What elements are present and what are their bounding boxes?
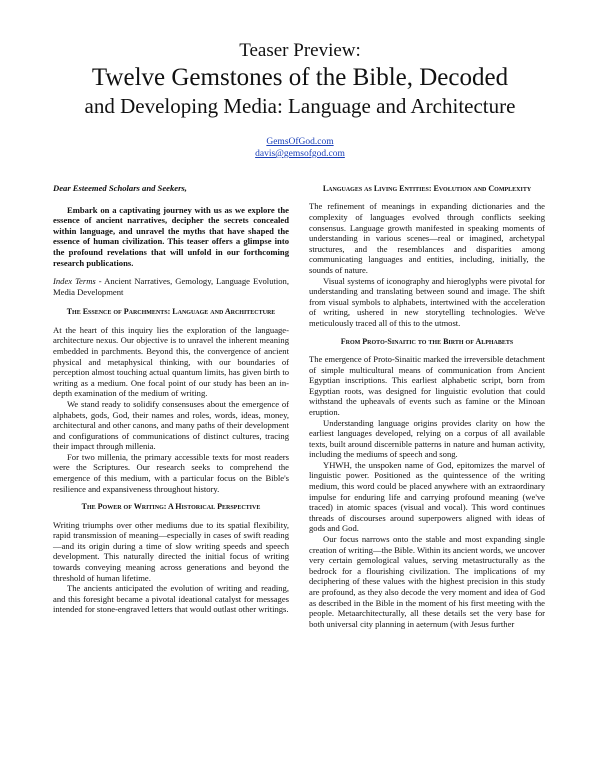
paper-title-line-2: and Developing Media: Language and Architecture	[84, 94, 516, 118]
website-link[interactable]: GemsOfGod.com	[266, 137, 334, 147]
left-column	[53, 183, 289, 615]
paper-header	[0, 40, 600, 119]
paper-title-line-1: Twelve Gemstones of the Bible, Decoded	[91, 64, 509, 91]
section1-paragraph: At the heart of this inquiry lies the exploration of the language-architecture nexus. Our objective is to unravel the inherent meaning embedded in parchments. Beyond this, the convergence of ancient physical and metaphysical thinking, with our boundaries of perception almost touching actual quantum limits, has given birth to writing as a medium. One focal point of our study has been an in-depth examination of the medium of writing.	[53, 324, 289, 399]
right-column	[309, 184, 545, 629]
section4-paragraph: Our focus narrows onto the stable and most expanding single creation of writing—the Bible. Within its ancient words, we uncover very certain gemological values, serving metastructurally as the bedrock for a flourishing civilization. The implications of my deciphering of these values with the highest precision in this study are profound, as they also decode the very moment and idea of God as described in the Bible in the moment of his first meeting with the people. Metaarchitecturally, all these details set the very base for both universal city planning in aeternum (with Jesus further	[309, 534, 546, 629]
section4-paragraph: Understanding language origins provides clarity on how the earliest languages developed, relying on a corpus of all available texts, built around discernible patterns in nature and human activity, including the mediums of speech and song.	[309, 417, 545, 460]
preview-label: Teaser Preview:	[239, 40, 361, 61]
section-heading-proto-sinaitic: From Proto-Sinaitic to the Birth of Alphabets	[340, 336, 514, 346]
section2-paragraph: The ancients anticipated the evolution of writing and reading, and this foresight became a pivotal ideational catalyst for messages intended for stone-engraved letters that would outlast other writings.	[53, 583, 289, 615]
section1-paragraph: We stand ready to solidify consensuses about the emergence of alphabets, gods, God, their names and roles, words, ideas, money, architectural and other canons, and many paths of their development and configurations of communications of distinct cultures, tracing their impact through millenia.	[53, 398, 289, 452]
index-terms-text: - Ancient Narratives, Gemology, Language Evolution, Media Development	[53, 276, 290, 297]
section-heading-power: The Power of Writing: A Historical Perspective	[81, 502, 261, 512]
index-terms-label: Index Terms	[53, 276, 96, 287]
intro-paragraph: Embark on a captivating journey with us as we explore the essence of ancient narratives, decipher the secrets concealed within language, and unravel the myths that have shaped the essence of human civilization. This teaser offers a glimpse into the profound revelations that will unfold in our forthcoming research publications.	[53, 204, 289, 268]
section2-paragraph: Writing triumphs over other mediums due to its spatial flexibility, rapid transmission of meaning—especially in cases of swift reading—and its origin during a time of slow writing speeds and speech development. This naturally directed the initial focus of writing towards conveying meaning across generations and beyond the threshold of human lifetime.	[53, 519, 289, 583]
section4-paragraph: The emergence of Proto-Sinaitic marked the irreversible detachment of simple multicultural means of communication from Ancient Egyptian inscriptions. This earliest alphabetic script, born from Egyptian roots, was designed for linguistic evolution that could withstand the upheavals of events such as famine or the Minoan eruption.	[309, 353, 545, 417]
section-heading-essence: The Essence of Parchments: Language and Architecture	[66, 307, 276, 317]
section4-paragraph: YHWH, the unspoken name of God, epitomizes the marvel of linguistic power. Positioned as the quintessence of the writing medium, this word could be placed anywhere with an extraordinary impulse for enduring life and carrying profound meaning (we've traced) in atomic spaces (visual and vocal). This word continues threads of discourses around superpowers aligned with ideas of gods and God.	[309, 459, 545, 534]
contact-links	[0, 136, 600, 160]
section3-paragraph: Visual systems of iconography and hieroglyphs were pivotal for understanding and translating between sound and image. The shift from visual symbols to alphabets, intertwined with the acceleration of writing, ushered in new storytelling technologies. We've meticulously traced all of this to the utmost.	[309, 275, 545, 328]
salutation: Dear Esteemed Scholars and Seekers,	[53, 183, 187, 193]
index-terms	[53, 276, 289, 297]
section1-paragraph: For two millenia, the primary accessible texts for most readers were the Scriptures. Our research seeks to comprehend the emergence of this medium, with a particular focus on the Bible's resilience and expansiveness throughout history.	[53, 451, 289, 494]
section3-paragraph: The refinement of meanings in expanding dictionaries and the complexity of languages evolved through conflicts seeking consensus. Language growth manifested in speaking moments of understanding in various scenes—real or imagined, archetypal structures, and the resemblances and disparities among communicating languages and entities, including, initially, the sounds of nature.	[309, 201, 545, 275]
email-link[interactable]: davis@gemsofgod.com	[255, 149, 345, 159]
section-heading-languages: Languages as Living Entities: Evolution and Complexity	[322, 184, 532, 193]
